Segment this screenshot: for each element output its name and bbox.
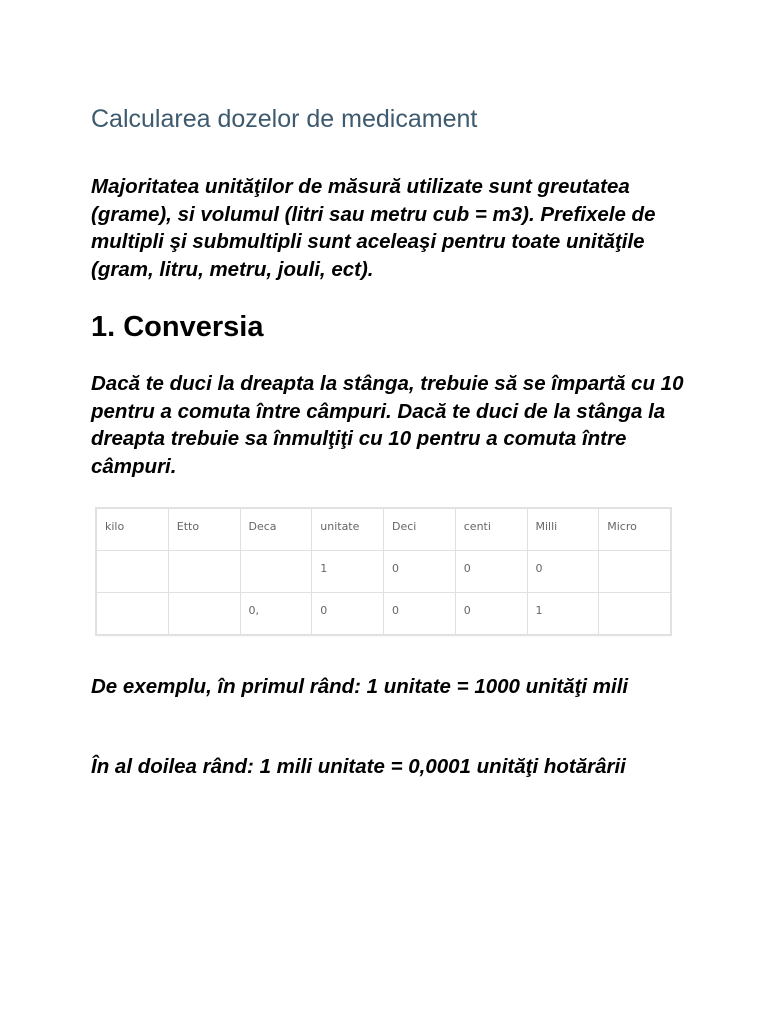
table-header-cell: Etto (168, 509, 240, 551)
table-cell (599, 551, 671, 593)
unit-conversion-table (96, 508, 671, 635)
table-header-cell: kilo (97, 509, 169, 551)
table-cell: 1 (527, 593, 599, 635)
table-header-cell: Deca (240, 509, 312, 551)
table-cell: 1 (312, 551, 384, 593)
table-cell: 0 (312, 593, 384, 635)
table-cell (240, 551, 312, 593)
example-first-row: De exemplu, în primul rând: 1 unitate = 1000 unităţi mili (91, 675, 629, 698)
table-cell (97, 593, 169, 635)
document-title: Calcularea dozelor de medicament (91, 105, 478, 133)
table-cell: 0 (384, 551, 456, 593)
table-cell: 0 (455, 593, 527, 635)
table-cell (168, 551, 240, 593)
table-cell: 0, (240, 593, 312, 635)
table-cell: 0 (455, 551, 527, 593)
example-second-row: În al doilea rând: 1 mili unitate = 0,0001 unităţi hotărârii (91, 755, 626, 778)
table-header-cell: Micro (599, 509, 671, 551)
table-header-cell: centi (455, 509, 527, 551)
table-header-cell: Deci (384, 509, 456, 551)
table-cell: 0 (384, 593, 456, 635)
table-header-row (97, 509, 671, 551)
table-header-cell: unitate (312, 509, 384, 551)
section-heading-conversion: 1. Conversia (91, 311, 264, 343)
table-header-cell: Milli (527, 509, 599, 551)
table-cell (97, 551, 169, 593)
table-row (97, 551, 671, 593)
conversion-paragraph: Dacă te duci la dreapta la stânga, trebuie să se împartă cu 10 pentru a comuta între câmpuri. Dacă te duci de la stânga la dreapta trebuie sa înmulţiţi cu 10 pentru a comuta între câmpuri. (91, 372, 684, 478)
intro-paragraph: Majoritatea unităţilor de măsură utilizate sunt greutatea (grame), si volumul (litri sau metru cub = m3). Prefixele de multipli şi submultipli sunt aceleaşi pentru toate unităţile (gram, litru, metru, jouli, ect). (91, 175, 656, 281)
table-row (97, 593, 671, 635)
table-cell (168, 593, 240, 635)
units-table (96, 508, 671, 635)
table-cell (599, 593, 671, 635)
table-cell: 0 (527, 551, 599, 593)
